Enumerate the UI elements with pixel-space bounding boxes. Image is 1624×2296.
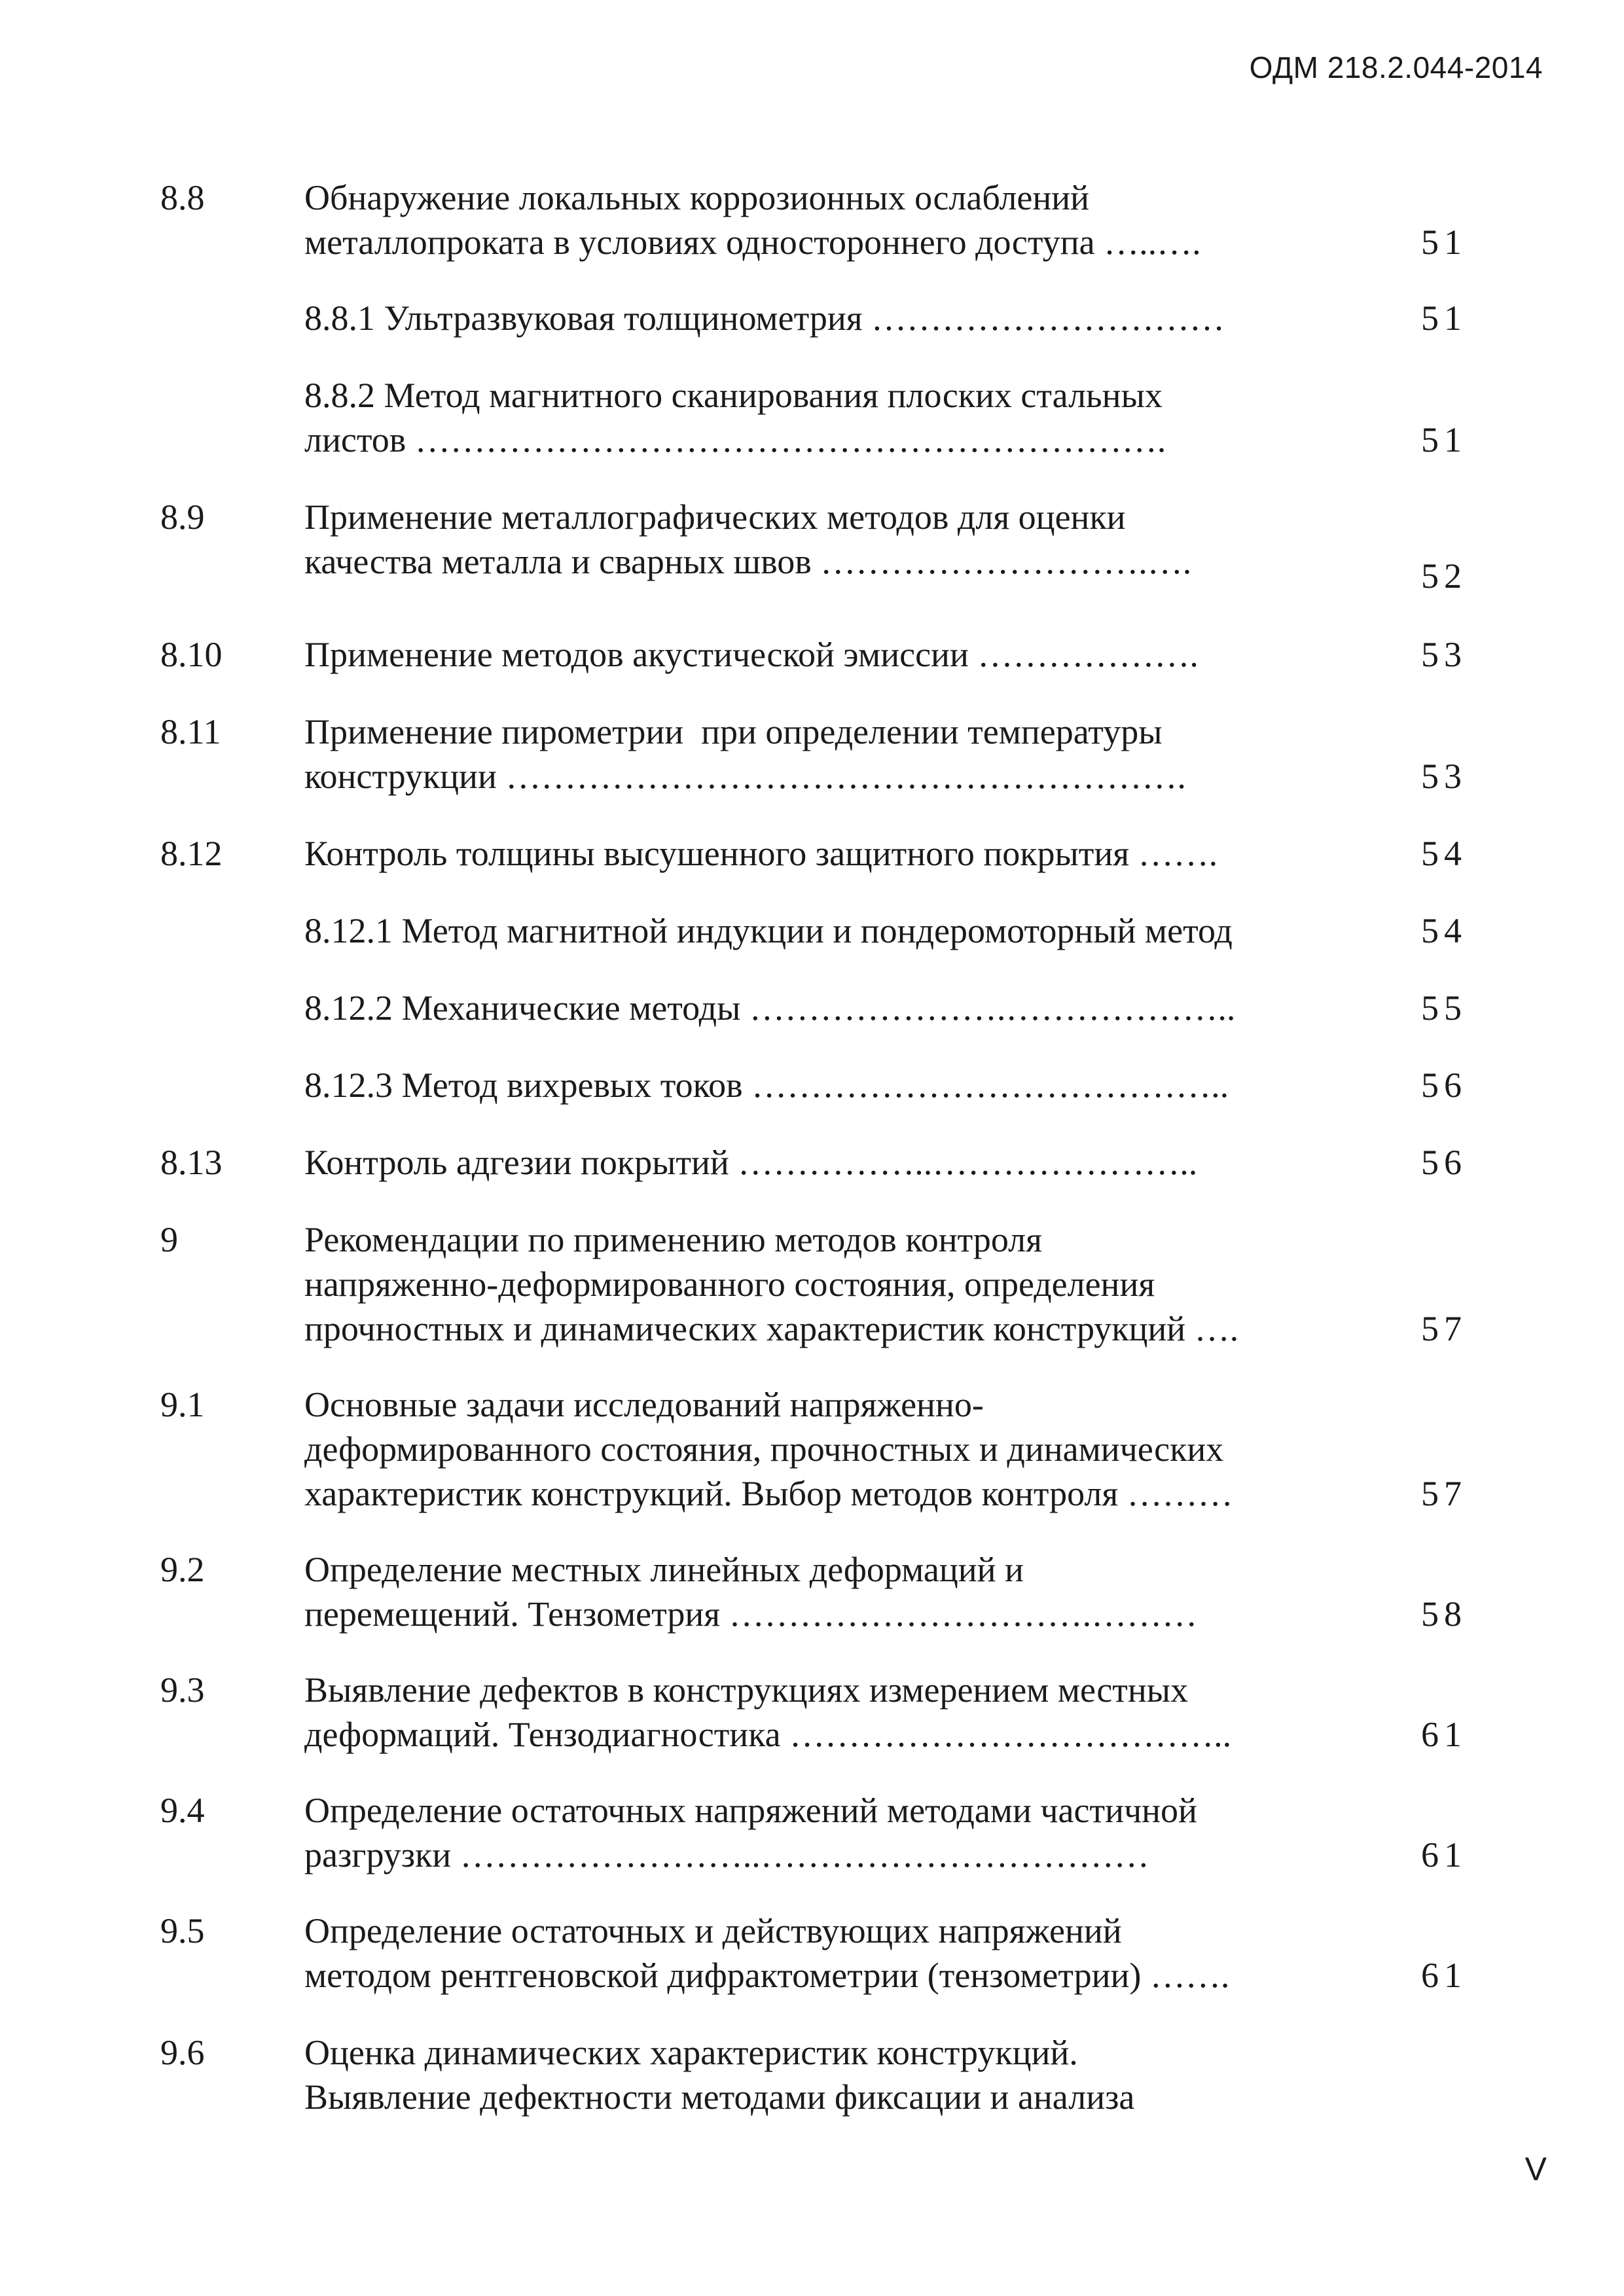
toc-entry-title-line: Выявление дефектов в конструкциях измерением местных	[304, 1670, 1189, 1710]
toc-entry-page: 57	[1421, 1309, 1467, 1348]
toc-entry-title-line: 8.8.1 Ультразвуковая толщинометрия …………………………	[304, 298, 1234, 338]
toc-entry-number: 8.13	[160, 1143, 223, 1182]
toc-entry-title	[304, 1909, 1326, 1998]
toc-entry-title-line: Обнаружение локальных коррозионных ослаблений	[304, 178, 1090, 217]
toc-entry-title	[304, 908, 1326, 953]
toc-entry-page: 56	[1421, 1143, 1467, 1182]
toc-entry-title-line: конструкции ………………………………………………….	[304, 757, 1195, 796]
toc-entry-title-line: Рекомендации по применению методов контроля	[304, 1220, 1042, 1259]
toc-entry-number: 9.2	[160, 1550, 205, 1589]
toc-entry-title-line: характеристик конструкций. Выбор методов контроля ………	[304, 1474, 1242, 1513]
toc-entry-page: 56	[1421, 1066, 1467, 1105]
toc-entry-title-line: Контроль толщины высушенного защитного покрытия …….	[304, 834, 1227, 873]
toc-entry-title-line: 8.8.2 Метод магнитного сканирования плоских стальных	[304, 376, 1163, 415]
toc-entry-title-line: Оценка динамических характеристик конструкций.	[304, 2033, 1078, 2072]
toc-entry-number: 9.6	[160, 2033, 205, 2072]
toc-entry-number: 9.5	[160, 1911, 205, 1950]
toc-entry-page: 61	[1421, 1956, 1467, 1995]
toc-entry-number: 9.4	[160, 1791, 205, 1830]
toc-entry-title-line: Определение остаточных и действующих напряжений	[304, 1911, 1122, 1950]
toc-entry-title	[304, 1547, 1326, 1636]
toc-entry-title-line: Контроль адгезии покрытий ……………..…………………..	[304, 1143, 1206, 1182]
toc-entry-number: 8.8	[160, 178, 205, 217]
toc-entry-title	[304, 1382, 1326, 1516]
toc-entry-page: 53	[1421, 757, 1467, 796]
toc-entry-title	[304, 986, 1326, 1030]
toc-entry-page: 61	[1421, 1835, 1467, 1874]
toc-entry-title-line: деформированного состояния, прочностных и динамических	[304, 1429, 1224, 1469]
toc-entry-title	[304, 296, 1326, 340]
toc-entry-title	[304, 175, 1326, 264]
toc-entry-page: 51	[1421, 223, 1467, 262]
toc-entry-title-line: деформаций. Тензодиагностика ………………………………..	[304, 1715, 1240, 1754]
toc-entry-title-line: 8.12.1 Метод магнитной индукции и пондеромоторный метод	[304, 911, 1233, 950]
document-code-header: ОДМ 218.2.044-2014	[1249, 50, 1543, 84]
toc-entry-title-line: Применение металлографических методов для оценки	[304, 497, 1126, 537]
toc-entry-title	[304, 1788, 1326, 1877]
toc-entry-title-line: перемещений. Тензометрия ………………………….………	[304, 1594, 1206, 1634]
toc-entry-title-line: Определение остаточных напряжений методами частичной	[304, 1791, 1197, 1830]
toc-entry-page: 61	[1421, 1715, 1467, 1754]
toc-entry-title-line: 8.12.3 Метод вихревых токов …………………………………..	[304, 1066, 1238, 1105]
toc-entry-title-line: Определение местных линейных деформаций и	[304, 1550, 1024, 1589]
toc-entry-title-line: листов ……………………………………………………….	[304, 420, 1175, 459]
toc-entry-title-line: напряженно-деформированного состояния, определения	[304, 1265, 1155, 1304]
toc-entry-page: 54	[1421, 834, 1467, 873]
toc-entry-title-line: 8.12.2 Механические методы ………………….………………..	[304, 988, 1244, 1028]
toc-entry-page: 53	[1421, 635, 1467, 674]
toc-entry-title-line: Применение методов акустической эмиссии ……………….	[304, 635, 1208, 674]
toc-entry-page: 51	[1421, 298, 1467, 338]
page-number: V	[1525, 2151, 1547, 2187]
toc-entry-title	[304, 1140, 1326, 1185]
toc-entry-title	[304, 831, 1326, 876]
toc-entry-title-line: качества металла и сварных швов ……………………….….	[304, 542, 1200, 581]
toc-entry-title-line: Применение пирометрии при определении температуры	[304, 712, 1163, 751]
toc-entry-title	[304, 1063, 1326, 1107]
toc-entry-number: 8.12	[160, 834, 223, 873]
toc-entry-title	[304, 1668, 1326, 1757]
toc-entry-number: 9	[160, 1220, 178, 1259]
toc-entry-title-line: Основные задачи исследований напряженно-	[304, 1385, 984, 1424]
toc-entry-title-line: методом рентгеновской дифрактометрии (тензометрии) …….	[304, 1956, 1238, 1995]
toc-entry-number: 9.1	[160, 1385, 205, 1424]
toc-entry-title	[304, 632, 1326, 677]
toc-entry-title-line: разгрузки ……………………..……………………………	[304, 1835, 1159, 1874]
toc-entry-page: 54	[1421, 911, 1467, 950]
toc-entry-title-line: прочностных и динамических характеристик конструкций ….	[304, 1309, 1239, 1348]
toc-entry-title	[304, 709, 1326, 798]
toc-entry-number: 9.3	[160, 1670, 205, 1710]
toc-entry-number: 8.10	[160, 635, 223, 674]
toc-entry-title-line: металлопроката в условиях одностороннего доступа …..….	[304, 223, 1210, 262]
toc-entry-page: 58	[1421, 1594, 1467, 1634]
toc-entry-number: 8.11	[160, 712, 221, 751]
toc-entry-title	[304, 2030, 1326, 2119]
toc-entry-number: 8.9	[160, 497, 205, 537]
toc-entry-page: 57	[1421, 1474, 1467, 1513]
toc-entry-page: 51	[1421, 420, 1467, 459]
toc-entry-page: 52	[1421, 556, 1467, 596]
toc-entry-title-line: Выявление дефектности методами фиксации и анализа	[304, 2077, 1135, 2117]
toc-entry-title	[304, 1217, 1326, 1351]
toc-entry-title	[304, 495, 1326, 584]
toc-entry-title	[304, 373, 1326, 462]
toc-entry-page: 55	[1421, 988, 1467, 1028]
